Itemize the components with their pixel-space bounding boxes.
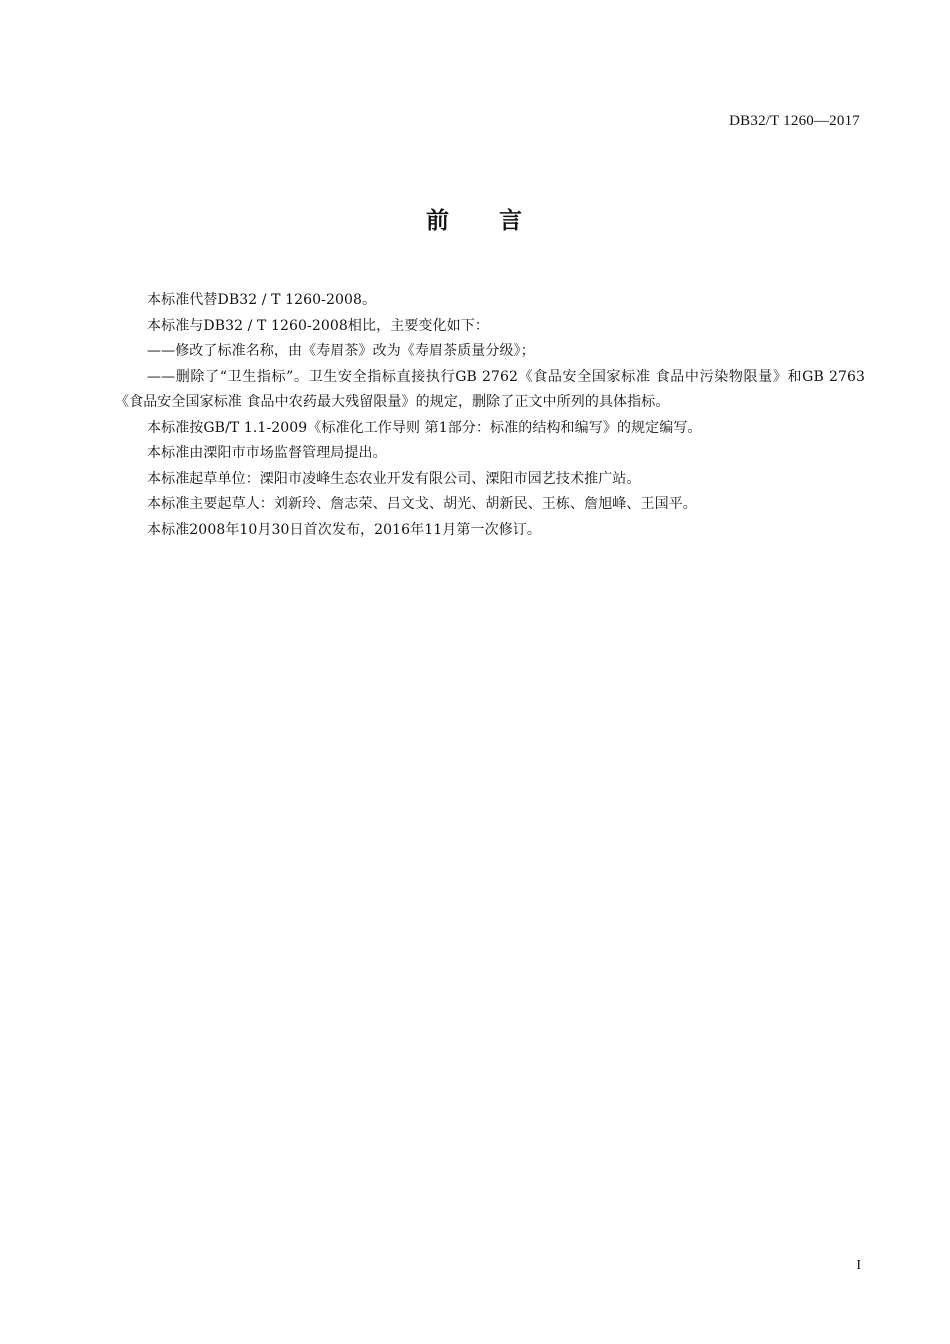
paragraph-change-name: ——修改了标准名称，由《寿眉茶》改为《寿眉茶质量分级》； bbox=[147, 343, 535, 359]
paragraph-drafters: 本标准主要起草人：刘新玲、詹志荣、吕文戈、胡光、胡新民、王栋、詹旭峰、王国平。 bbox=[147, 496, 697, 512]
foreword-body bbox=[115, 288, 865, 543]
title-char-2: 言 bbox=[499, 208, 524, 234]
paragraph-history: 本标准2008年10月30日首次发布，2016年11月第一次修订。 bbox=[147, 521, 541, 538]
title-char-1: 前 bbox=[426, 208, 451, 234]
paragraph-replaces: 本标准代替DB32 / T 1260-2008。 bbox=[147, 292, 377, 308]
paragraph-changes-intro: 本标准与DB32 / T 1260-2008相比，主要变化如下： bbox=[147, 317, 489, 334]
paragraph-drafting-units: 本标准起草单位：溧阳市凌峰生态农业开发有限公司、溧阳市园艺技术推广站。 bbox=[147, 470, 641, 487]
paragraph-change-hygiene: ——删除了“卫生指标”。卫生安全指标直接执行GB 2762《食品安全国家标准 食品中污染物限量》和GB 2763《食品安全国家标准 食品中农药最大残留限量》的规定，删除了正文中所列的具体指标。 bbox=[115, 368, 865, 410]
page-title bbox=[0, 202, 950, 235]
page-number: I bbox=[856, 1258, 861, 1273]
paragraph-drafting-rules: 本标准按GB/T 1.1-2009《标准化工作导则 第1部分：标准的结构和编写》的规定编写。 bbox=[147, 419, 702, 436]
standard-number: DB32/T 1260—2017 bbox=[729, 113, 860, 129]
paragraph-proposer: 本标准由溧阳市市场监督管理局提出。 bbox=[147, 445, 387, 461]
